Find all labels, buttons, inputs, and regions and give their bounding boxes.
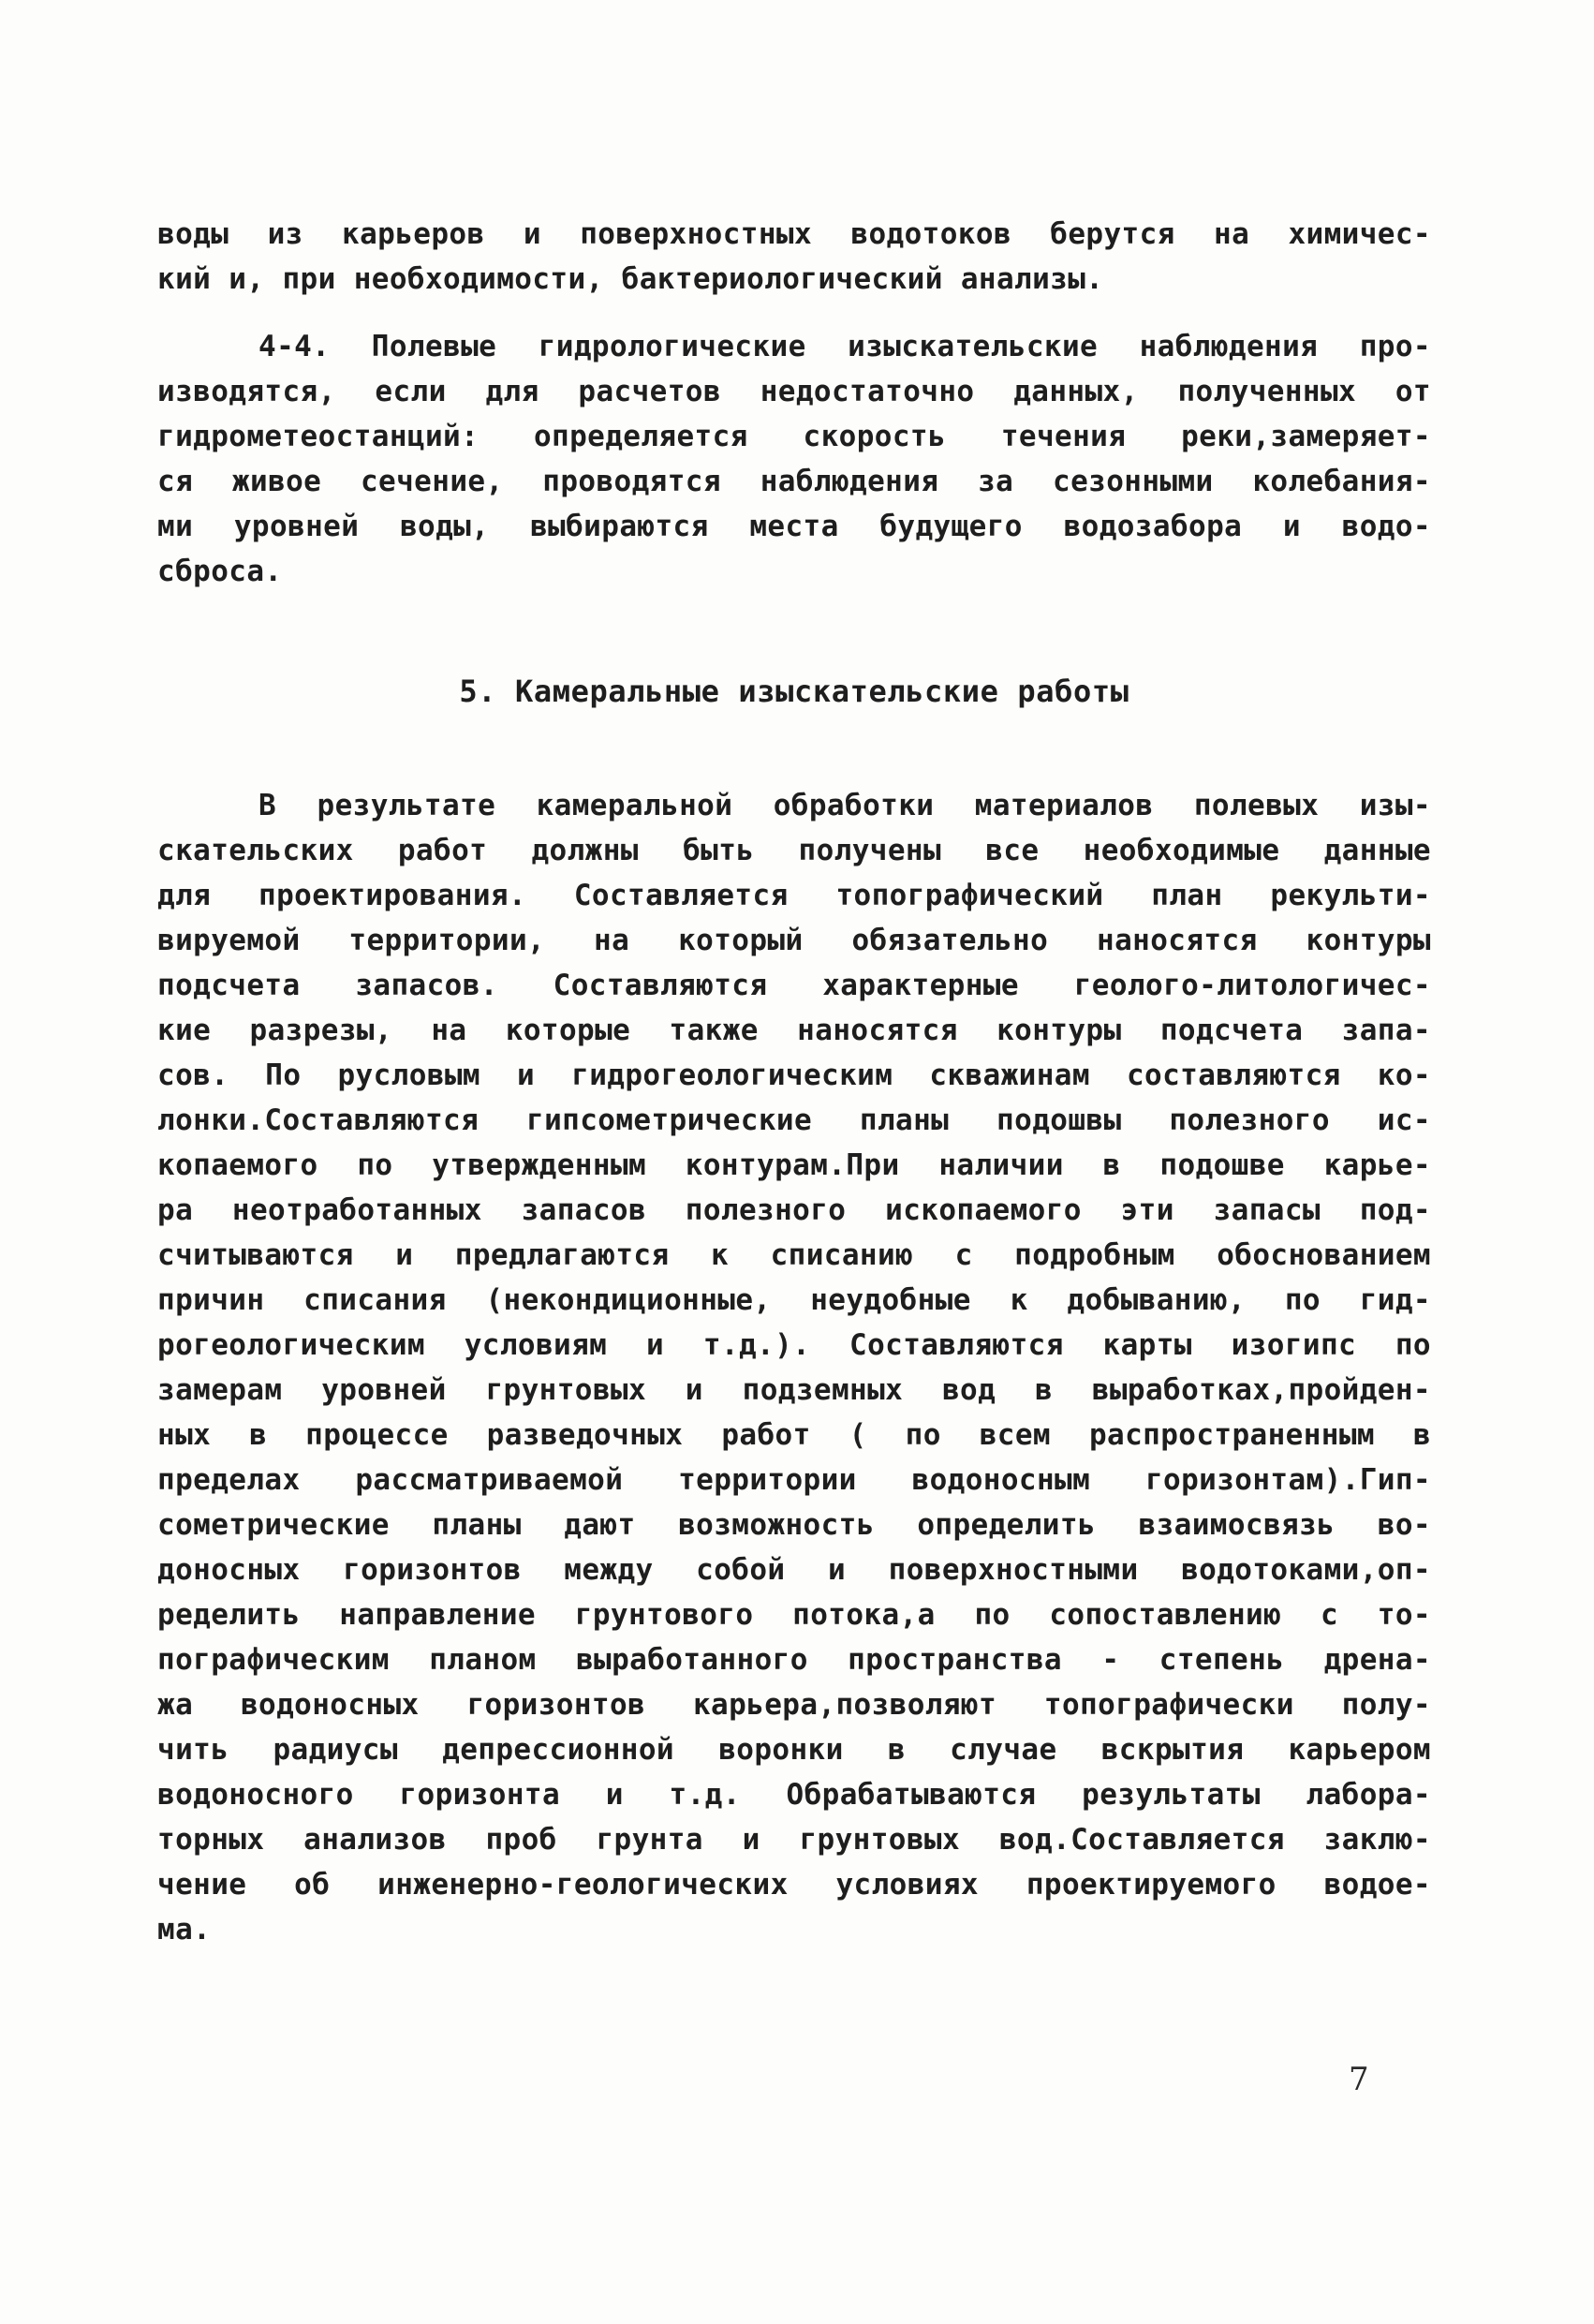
text-line: причин списания (некондиционные, неудобные к добыванию, по гид- <box>157 1283 1431 1317</box>
page-number: 7 <box>1349 2061 1369 2098</box>
text-line: изводятся, если для расчетов недостаточно данных, полученных от <box>157 375 1431 408</box>
text-line: ределить направление грунтового потока,а по сопоставлению с то- <box>157 1598 1431 1632</box>
text-line: ма. <box>157 1913 212 1947</box>
text-line: торных анализов проб грунта и грунтовых вод.Составляется заклю- <box>157 1823 1431 1857</box>
section-heading: 5. Камеральные изыскательские работы <box>459 674 1129 709</box>
text-line: 4-4. Полевые гидрологические изыскательские наблюдения про- <box>258 330 1431 363</box>
text-line: ся живое сечение, проводятся наблюдения за сезонными колебания- <box>157 465 1431 498</box>
text-line: копаемого по утвержденным контурам.При наличии в подошве карье- <box>157 1148 1431 1182</box>
text-line: замерам уровней грунтовых и подземных вод в выработках,пройден- <box>157 1373 1431 1407</box>
text-line: жа водоносных горизонтов карьера,позволяют топографически полу- <box>157 1688 1431 1722</box>
text-line: сометрические планы дают возможность определить взаимосвязь во- <box>157 1508 1431 1542</box>
text-line: рогеологическим условиям и т.д.). Составляются карты изогипс по <box>157 1328 1431 1362</box>
text-line: водоносного горизонта и т.д. Обрабатываются результаты лабора- <box>157 1778 1431 1812</box>
text-line: пределах рассматриваемой территории водоносным горизонтам).Гип- <box>157 1463 1431 1497</box>
text-line: гидрометеостанций: определяется скорость течения реки,замеряет- <box>157 420 1431 453</box>
text-line: чить радиусы депрессионной воронки в случае вскрытия карьером <box>157 1733 1431 1767</box>
text-line: сов. По русловым и гидрогеологическим скважинам составляются ко- <box>157 1058 1431 1092</box>
text-line: вируемой территории, на который обязательно наносятся контуры <box>157 924 1431 957</box>
text-line: ми уровней воды, выбираются места будущего водозабора и водо- <box>157 510 1431 543</box>
text-line: подсчета запасов. Составляются характерные геолого-литологичес- <box>157 969 1431 1002</box>
text-line: кие разрезы, на которые также наносятся контуры подсчета запа- <box>157 1014 1431 1047</box>
text-line: сброса. <box>157 555 283 588</box>
text-line: считываются и предлагаются к списанию с подробным обоснованием <box>157 1238 1431 1272</box>
text-line: кий и, при необходимости, бактериологический анализы. <box>157 262 1104 296</box>
text-line: чение об инженерно-геологических условиях проектируемого водое- <box>157 1868 1431 1902</box>
text-line: доносных горизонтов между собой и поверхностными водотоками,оп- <box>157 1553 1431 1587</box>
text-line: скательских работ должны быть получены все необходимые данные <box>157 834 1431 867</box>
text-line: В результате камеральной обработки материалов полевых изы- <box>258 789 1431 822</box>
text-line: ра неотработанных запасов полезного ископаемого эти запасы под- <box>157 1193 1431 1227</box>
text-line: лонки.Составляются гипсометрические планы подошвы полезного ис- <box>157 1103 1431 1137</box>
text-line: пографическим планом выработанного пространства - степень дрена- <box>157 1643 1431 1677</box>
text-line: для проектирования. Составляется топографический план рекульти- <box>157 879 1431 912</box>
text-line: воды из карьеров и поверхностных водотоков берутся на химичес- <box>157 217 1431 251</box>
text-line: ных в процессе разведочных работ ( по всем распространенным в <box>157 1418 1431 1452</box>
